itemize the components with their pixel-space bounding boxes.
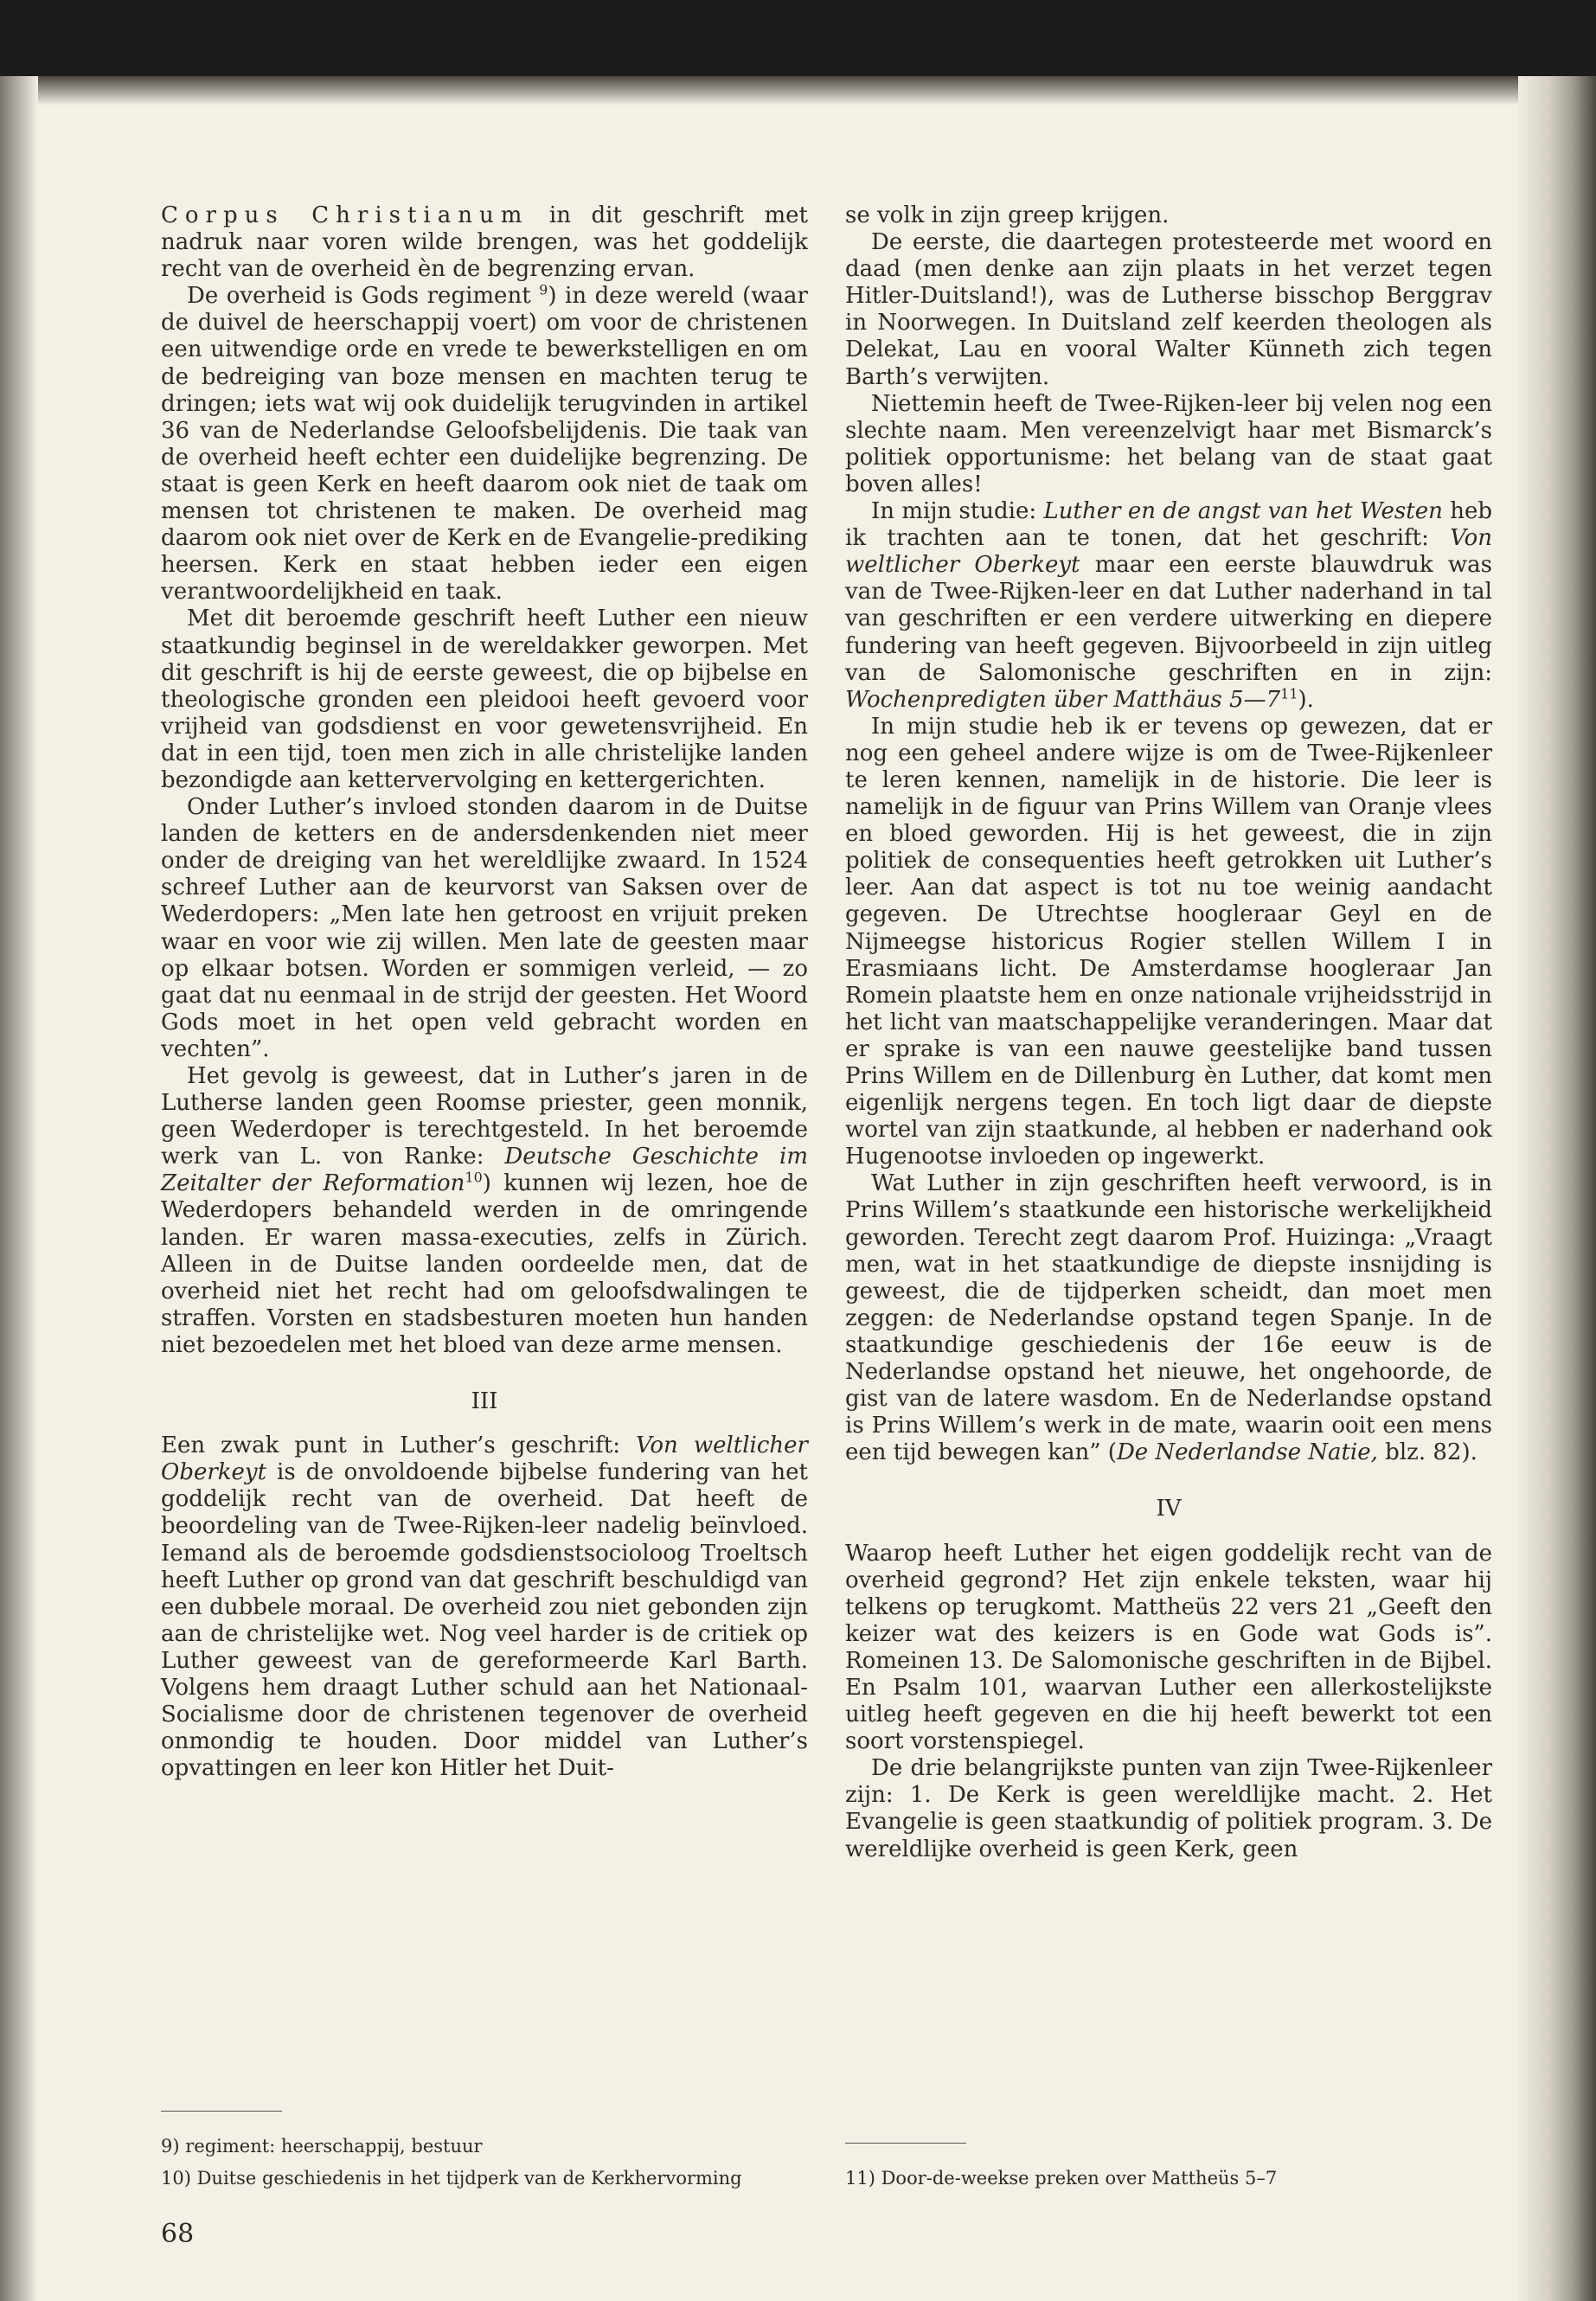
paragraph: In mijn studie heb ik er tevens op gewezen, dat er nog een geheel andere wijze is om de Twee-Rijkenleer te leren kennen, namelijk in de historie. Die leer is namelijk in de figuur van Prins Willem van Oranje vlees en bloed geworden. Hij is het geweest, die in zijn politiek de consequenties heeft getrokken uit Luther’s leer. Aan dat aspect is tot nu toe weinig aandacht gegeven. De Utrechtse hoogleraar Geyl en de Nijmeegse historicus Rogier stellen Willem I in Erasmiaans licht. De Amsterdamse hoogleraar Jan Romein plaatste hem en onze nationale vrijheidsstrijd in het licht van maatschappelijke veranderingen. Maar dat er sprake is van een nauwe geestelijke band tussen Prins Willem en de Dillenburg èn Luther, dat komt men eigenlijk nergens tegen. En toch ligt daar de diepste wortel van zijn staatkunde, al hebben er naderhand ook Hugenootse invloeden op ingewerkt. (845, 713, 1492, 1170)
book-gutter (1518, 76, 1596, 2301)
footnote-9: 9) regiment: heerschappij, bestuur (161, 2136, 483, 2157)
paragraph: Corpus Christianum in dit geschrift met nadruk naar voren wilde brengen, was het goddelijk recht van de overheid èn de begrenzing ervan. (161, 202, 809, 283)
page-left-shadow (0, 76, 38, 2301)
section-heading: III (471, 1388, 498, 1415)
book-title: Wochenpredigten über Matthäus 5—7 (845, 686, 1281, 713)
book-title: Luther en de angst van het Westen (1043, 498, 1443, 525)
paragraph: Niettemin heeft de Twee-Rijken-leer bij velen nog een slechte naam. Men vereenzelvigt haar met Bismarck’s politiek opportunisme: het belang van de staat gaat boven alles! (845, 390, 1492, 497)
paragraph: Wat Luther in zijn geschriften heeft verwoord, is in Prins Willem’s staatkunde een historische werkelijkheid geworden. Terecht zegt daarom Prof. Huizinga: „Vraagt men, wat in het staatkundige de diepste insnijding is geweest, die de tijdperken scheidt, dan moet men zeggen: de Nederlandse opstand tegen Spanje. In de staatkundige geschiedenis der 16e eeuw is de Nederlandse opstand het nieuwe, het ongehoorde, de gist van de latere wasdom. En de Nederlandse opstand is Prins Willem’s werk in de mate, waarin ooit een mens een tijd bewegen kan” (De Nederlandse Natie, blz. 82). (845, 1170, 1492, 1466)
page-top-shadow (0, 76, 1596, 106)
footnote-10: 10) Duitse geschiedenis in het tijdperk van de Kerkhervorming (161, 2168, 742, 2189)
right-column (845, 202, 1492, 1863)
footnote-11: 11) Door-de-weekse preken over Mattheüs 5–7 (845, 2168, 1278, 2189)
left-column (161, 202, 808, 1782)
paragraph: De drie belangrijkste punten van zijn Twee-Rijkenleer zijn: 1. De Kerk is geen wereldlijke macht. 2. Het Evangelie is geen staatkundig of politiek program. 3. De wereldlijke overheid is geen Kerk, geen (845, 1755, 1492, 1862)
opening-emphasis: Corpus Christianum (161, 202, 529, 228)
paragraph: In mijn studie: Luther en de angst van het Westen heb ik trachten aan te tonen, dat het geschrift: Von weltlicher Oberkeyt maar een eerste blauwdruk was van de Twee-Rijken-leer en dat Luther naderhand in tal van geschriften er een verdere uitwerking en diepere fundering van heeft gegeven. Bijvoorbeeld in zijn uitleg van de Salomonische geschriften en in zijn: Wochenpredigten über Matthäus $5—7^{11}$). (845, 498, 1493, 713)
footnote-rule (161, 2111, 282, 2112)
paragraph: Een zwak punt in Luther’s geschrift: Von weltlicher Oberkeyt is de onvoldoende bijbelse fundering van het goddelijk recht van de overheid. Dat heeft de beoordeling van de Twee-Rijken-leer nadelig beïnvloed. Iemand als de beroemde godsdienstsocioloog Troeltsch heeft Luther op grond van dat geschrift beschuldigd van een dubbele moraal. De overheid zou niet gebonden zijn aan de christelijke wet. Nog veel harder is de critiek op Luther geweest van de gereformeerde Karl Barth. Volgens hem draagt Luther schuld aan het Nationaal-Socialisme door de christenen tegenover de overheid onmondig te houden. Door middel van Luther’s opvattingen en leer kon Hitler het Duit- (161, 1433, 808, 1782)
footnote-ref: 10 (465, 1169, 483, 1186)
book-title: Von weltlicher Oberkeyt (161, 1433, 808, 1486)
paragraph: Met dit beroemde geschrift heeft Luther een nieuw staatkundig beginsel in de wereldakker geworpen. Met dit geschrift is hij de eerste geweest, die op bijbelse en theologische gronden een pleidooi heeft gevoerd voor vrijheid van godsdienst en voor gewetensvrijheid. En dat in een tijd, toen men zich in alle christelijke landen bezondigde aan kettervervolging en kettergerichten. (161, 606, 808, 793)
paragraph: De overheid is Gods regiment $^9$) in deze wereld (waar de duivel de heerschappij voert) om voor de christenen een uitwendige orde en vrede te bewerkstelligen en om de bedreiging van boze mensen en machten terug te dringen; iets wat wij ook duidelijk terugvinden in artikel 36 van de Nederlandse Geloofsbelijdenis. Die taak van de overheid heeft echter een duidelijke begrenzing. De staat is geen Kerk en heeft daarom ook niet de taak om mensen tot christenen te maken. De overheid mag daarom ook niet over de Kerk en de Evangelie-prediking heersen. Kerk en staat hebben ieder een eigen verantwoordelijkheid en taak. (161, 281, 808, 606)
book-title: De Nederlandse Natie, (1116, 1439, 1378, 1466)
book-title: Von weltlicher Oberkeyt (845, 525, 1492, 579)
footnote-ref: 11 (1280, 685, 1298, 702)
paragraph: se volk in zijn greep krijgen. (845, 202, 1170, 228)
book-title: Deutsche Geschichte im Zeitalter der Reformation (161, 1144, 808, 1197)
page-number: 68 (161, 2219, 195, 2249)
section-heading: IV (1156, 1496, 1182, 1522)
paragraph: Waarop heeft Luther het eigen goddelijk recht van de overheid gegrond? Het zijn enkele teksten, waar hij telkens op terugkomt. Mattheüs 22 vers 21 „Geeft den keizer wat des keizers is en Gode wat Gods is”. Romeinen 13. De Salomonische geschriften in de Bijbel. En Psalm 101, waarvan Luther een allerkostelijkste uitleg heeft gegeven en die hij heeft bewerkt tot een soort vorstenspiegel. (845, 1540, 1492, 1755)
footnote-ref: 9 (539, 281, 548, 298)
footnote-rule (845, 2143, 966, 2144)
paragraph: Het gevolg is geweest, dat in Luther’s jaren in de Lutherse landen geen Roomse priester, geen monnik, geen Wederdoper is terechtgesteld. In het beroemde werk van L. von Ranke: Deutsche Geschichte im Zeitalter der Reformation$^{10}$) kunnen wij lezen, hoe de Wederdopers behandeld werden in de omringende landen. Er waren massa-executies, zelfs in Zürich. Alleen in de Duitse landen oordeelde men, dat de overheid niet het recht had om geloofsdwalingen te straffen. Vorsten en stadsbesturen moeten hun handen niet bezoedelen met het bloed van deze arme mensen. (161, 1063, 808, 1358)
paragraph: De eerste, die daartegen protesteerde met woord en daad (men denke aan zijn plaats in het verzet tegen Hitler-Duitsland!), was de Lutherse bisschop Berggrav in Noorwegen. In Duitsland zelf keerden theologen als Delekat, Lau en vooral Walter Künneth zich tegen Barth’s verwijten. (845, 229, 1492, 390)
paragraph: Onder Luther’s invloed stonden daarom in de Duitse landen de ketters en de andersdenkenden niet meer onder de dreiging van het wereldlijke zwaard. In 1524 schreef Luther aan de keurvorst van Saksen over de Wederdopers: „Men late hen getroost en vrijuit preken waar en voor wie zij willen. Men late de geesten maar op elkaar botsen. Worden er sommigen verleid, — zo gaat dat nu eenmaal in de strijd der geesten. Het Woord Gods moet in het open veld gebracht worden en vechten”. (161, 794, 808, 1062)
